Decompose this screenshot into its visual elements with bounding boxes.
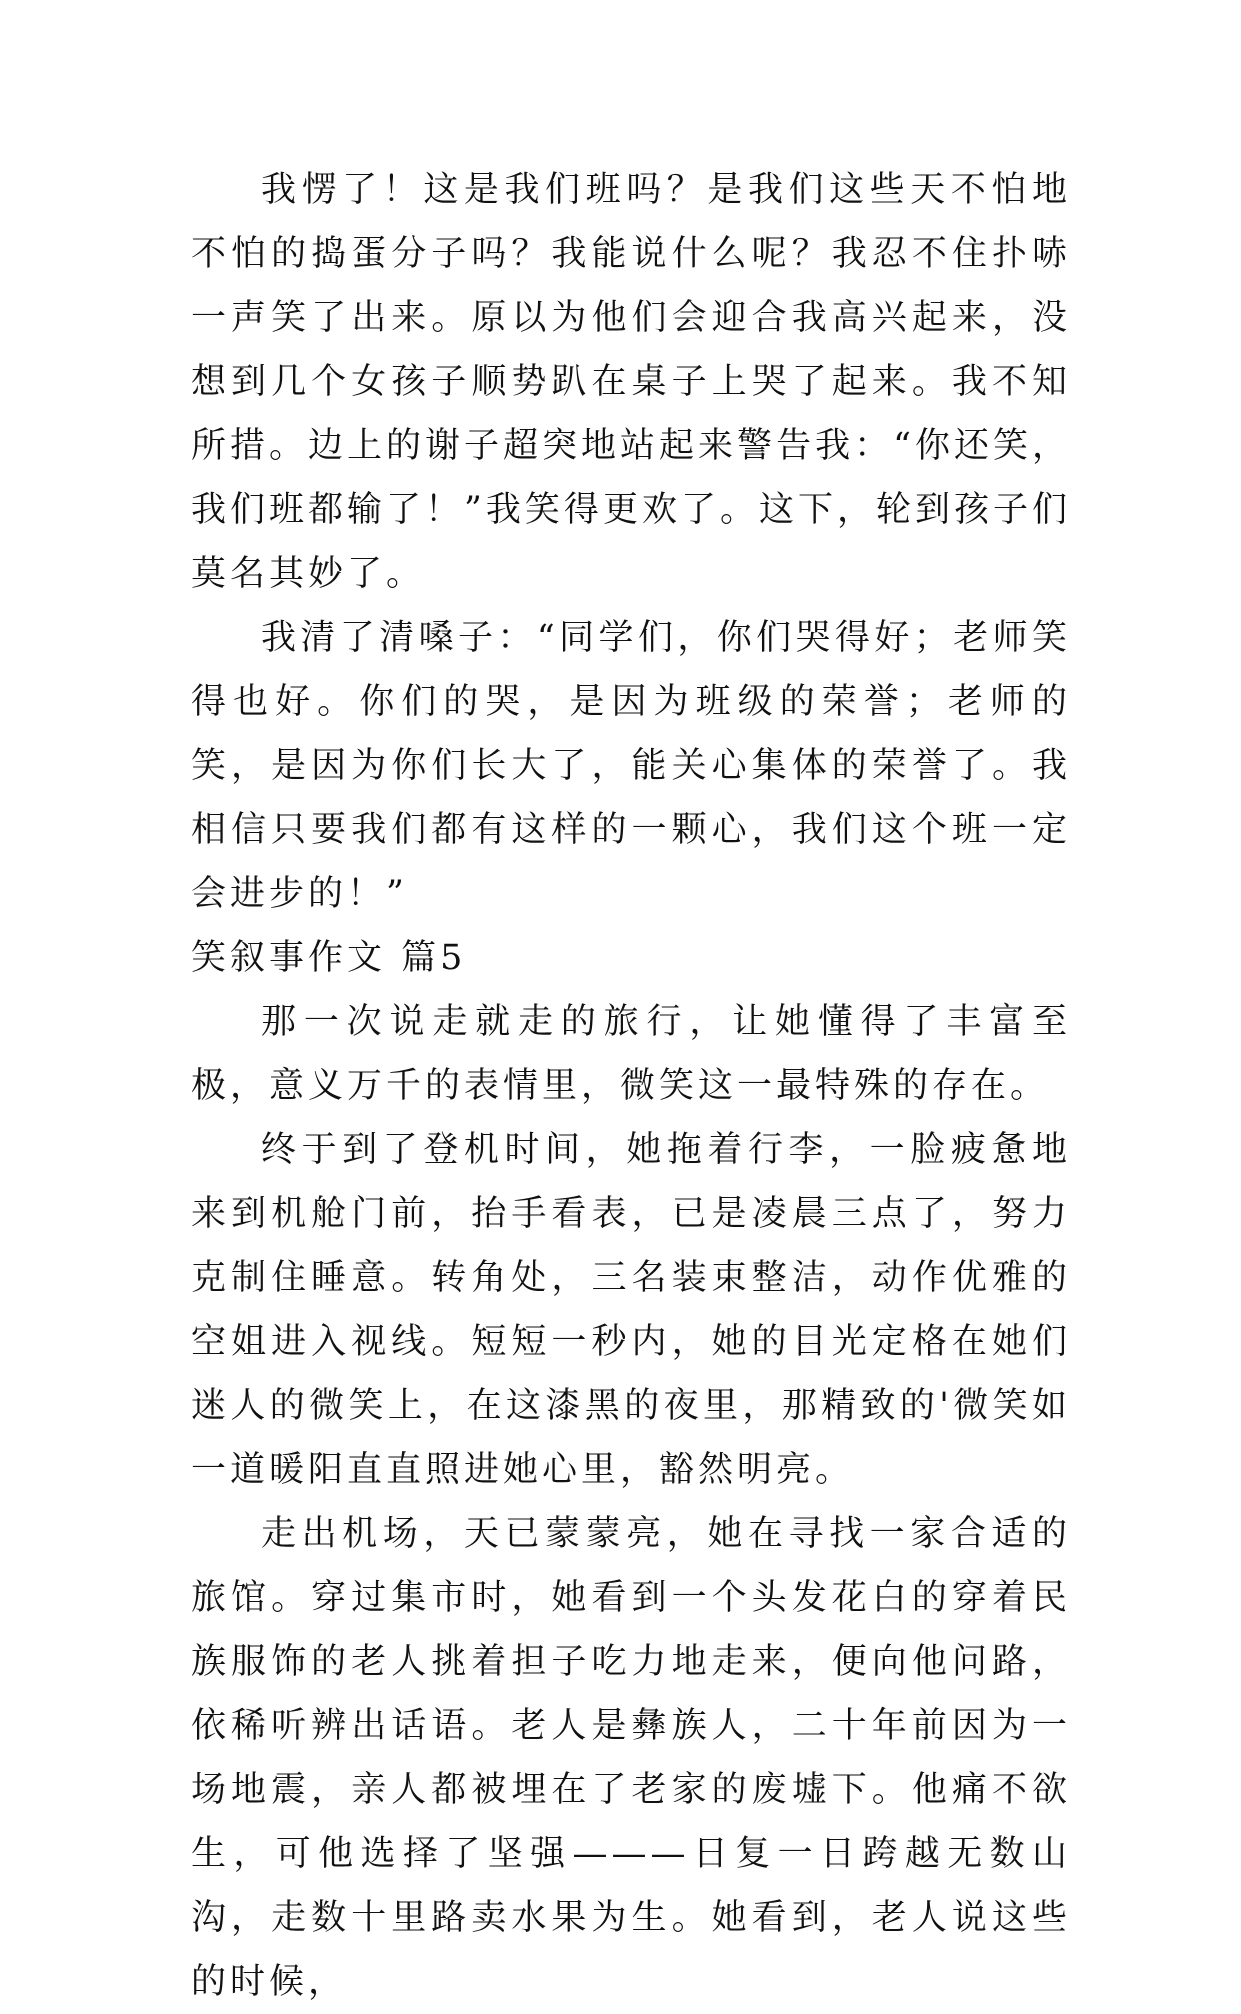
paragraph-4: 终于到了登机时间，她拖着行李，一脸疲惫地来到机舱门前，抬手看表，已是凌晨三点了，努力克制住睡意。转角处，三名装束整洁，动作优雅的空姐进入视线。短短一秒内，她的目光定格在她们迷人的微笑上，在这漆黑的夜里，那精致的'微笑如一道暖阳直直照进她心里，豁然明亮。: [191, 1130, 1071, 1490]
paragraph-3: 那一次说走就走的旅行，让她懂得了丰富至极，意义万千的表情里，微笑这一最特殊的存在。: [191, 1002, 1071, 1106]
section-heading: 笑叙事作文 篇5: [191, 938, 467, 978]
paragraph-5: 走出机场，天已蒙蒙亮，她在寻找一家合适的旅馆。穿过集市时，她看到一个头发花白的穿着民族服饰的老人挑着担子吃力地走来，便向他问路，依稀听辨出话语。老人是彝族人，二十年前因为一场地震，亲人都被埋在了老家的废墟下。他痛不欲生，可他选择了坚强———日复一日跨越无数山沟，走数十里路卖水果为生。她看到，老人说这些的时候，: [191, 1514, 1071, 2002]
paragraph-1: 我愣了！这是我们班吗？是我们这些天不怕地不怕的捣蛋分子吗？我能说什么呢？我忍不住扑哧一声笑了出来。原以为他们会迎合我高兴起来，没想到几个女孩子顺势趴在桌子上哭了起来。我不知所措。边上的谢子超突地站起来警告我：“你还笑，我们班都输了！”我笑得更欢了。这下，轮到孩子们莫名其妙了。: [191, 170, 1071, 594]
document-body: [191, 158, 1071, 2014]
paragraph-2: 我清了清嗓子：“同学们，你们哭得好；老师笑得也好。你们的哭，是因为班级的荣誉；老师的笑，是因为你们长大了，能关心集体的荣誉了。我相信只要我们都有这样的一颗心，我们这个班一定会进步的！”: [191, 618, 1071, 914]
